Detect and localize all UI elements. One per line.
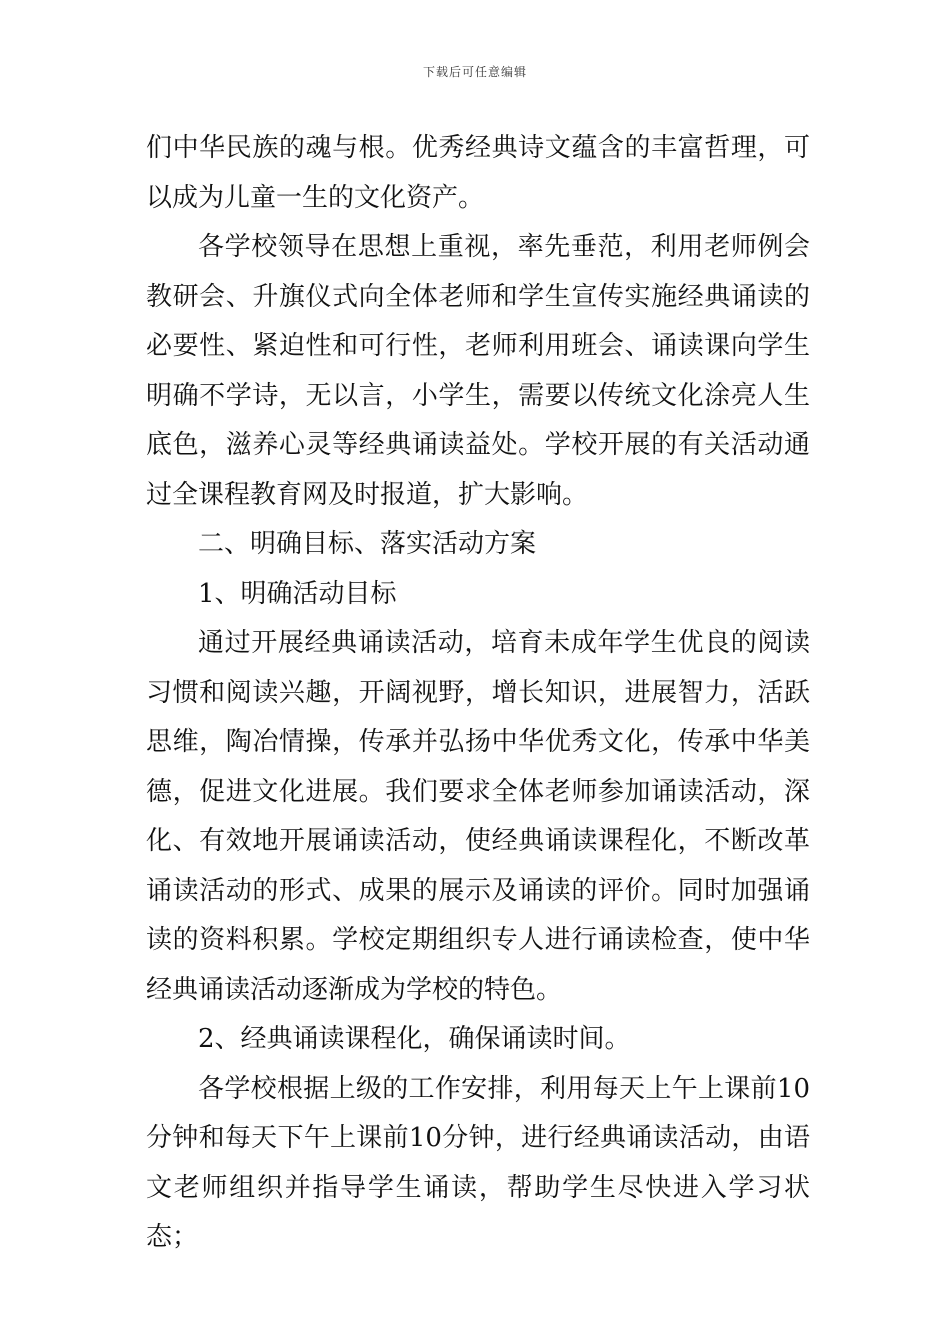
header-note: 下载后可任意编辑 bbox=[422, 65, 527, 79]
subheading-2: 2、经典诵读课程化，确保诵读时间。 bbox=[198, 1024, 631, 1054]
body-text bbox=[146, 124, 810, 1263]
paragraph-3: 通过开展经典诵读活动，培育未成年学生优良的阅读习惯和阅读兴趣，开阔视野，增长知识，进展智力，活跃思维，陶冶情操，传承并弘扬中华优秀文化，传承中华美德，促进文化进展。我们要求全体老师参加诵读活动，深化、有效地开展诵读活动，使经典诵读课程化，不断改革诵读活动的形式、成果的展示及诵读的评价。同时加强诵读的资料积累。学校定期组织专人进行诵读检查，使中华经典诵读活动逐渐成为学校的特色。 bbox=[146, 628, 810, 1005]
paragraph-2: 各学校领导在思想上重视，率先垂范，利用老师例会教研会、升旗仪式向全体老师和学生宣传实施经典诵读的必要性、紧迫性和可行性，老师利用班会、诵读课向学生明确不学诗，无以言，小学生，需要以传统文化涂亮人生底色，滋养心灵等经典诵读益处。学校开展的有关活动通过全课程教育网及时报道，扩大影响。 bbox=[146, 232, 810, 510]
paragraph-1: 们中华民族的魂与根。优秀经典诗文蕴含的丰富哲理，可以成为儿童一生的文化资产。 bbox=[146, 133, 810, 213]
subheading-1: 1、明确活动目标 bbox=[198, 578, 397, 609]
section-heading-2: 二、明确目标、落实活动方案 bbox=[198, 529, 537, 559]
paragraph-4: 各学校根据上级的工作安排，利用每天上午上课前10分钟和每天下午上课前10分钟，进行经典诵读活动，由语文老师组织并指导学生诵读，帮助学生尽快进入学习状态； bbox=[146, 1073, 810, 1252]
